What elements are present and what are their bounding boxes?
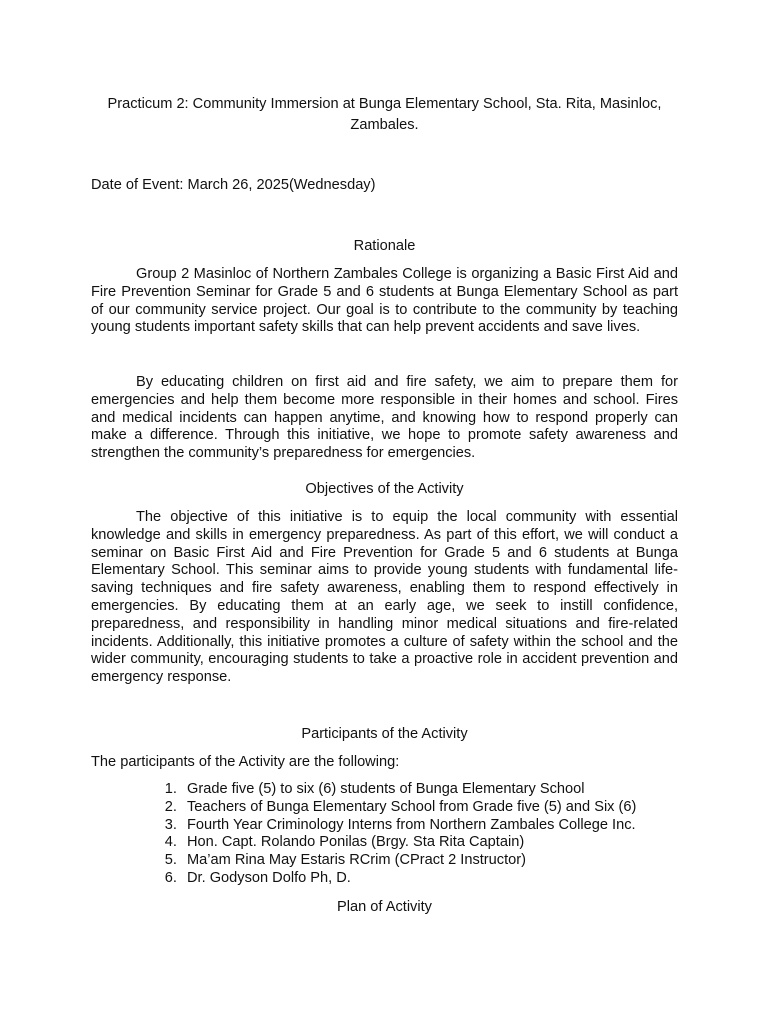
- date-of-event: Date of Event: March 26, 2025(Wednesday): [91, 177, 376, 193]
- participant-item: 6. Dr. Godyson Dolfo Ph, D.: [181, 870, 678, 888]
- document-title: [91, 94, 678, 136]
- objectives-paragraph: The objective of this initiative is to equip the local community with essential knowledge and skills in emergency preparedness. As part of this effort, we will conduct a seminar on Basic First Aid and Fire Prevention for Grade 5 and 6 students at Bunga Elementary School. This seminar aims to provide young students with fundamental life-saving techniques and fire safety awareness, enabling them to respond effectively in emergencies. By educating them at an early age, we seek to instill confidence, preparedness, and responsibility in handling minor medical situations and fire-related incidents. Additionally, this initiative promotes a culture of safety within the school and the wider community, encouraging students to take a proactive role in accident prevention and emergency response.: [91, 509, 678, 686]
- rationale-heading: Rationale: [353, 238, 416, 254]
- participant-item: 2. Teachers of Bunga Elementary School from Grade five (5) and Six (6): [181, 799, 678, 817]
- participants-heading: Participants of the Activity: [301, 726, 468, 742]
- participant-item: 5. Ma’am Rina May Estaris RCrim (CPract 2 Instructor): [181, 852, 678, 870]
- plan-heading: Plan of Activity: [337, 899, 432, 915]
- participant-item: 1. Grade five (5) to six (6) students of Bunga Elementary School: [181, 781, 678, 799]
- title-line-1: Practicum 2: Community Immersion at Bunga Elementary School, Sta. Rita, Masinloc,: [107, 96, 662, 112]
- objectives-heading: Objectives of the Activity: [305, 481, 464, 497]
- participants-intro: The participants of the Activity are the following:: [91, 754, 400, 770]
- title-line-2: Zambales.: [350, 117, 419, 133]
- participants-list: [91, 781, 678, 888]
- rationale-paragraph-2: By educating children on first aid and fire safety, we aim to prepare them for emergencies and help them become more responsible in their homes and school. Fires and medical incidents can happen anytime, and knowing how to respond properly can make a difference. Through this initiative, we hope to promote safety awareness and strengthen the community’s preparedness for emergencies.: [91, 374, 678, 462]
- participant-item: 4. Hon. Capt. Rolando Ponilas (Brgy. Sta Rita Captain): [181, 834, 678, 852]
- rationale-paragraph-1: Group 2 Masinloc of Northern Zambales College is organizing a Basic First Aid and Fire Prevention Seminar for Grade 5 and 6 students at Bunga Elementary School as part of our community service project. Our goal is to contribute to the community by teaching young students important safety skills that can help prevent accidents and save lives.: [91, 266, 678, 336]
- participant-item: 3. Fourth Year Criminology Interns from Northern Zambales College Inc.: [181, 817, 678, 835]
